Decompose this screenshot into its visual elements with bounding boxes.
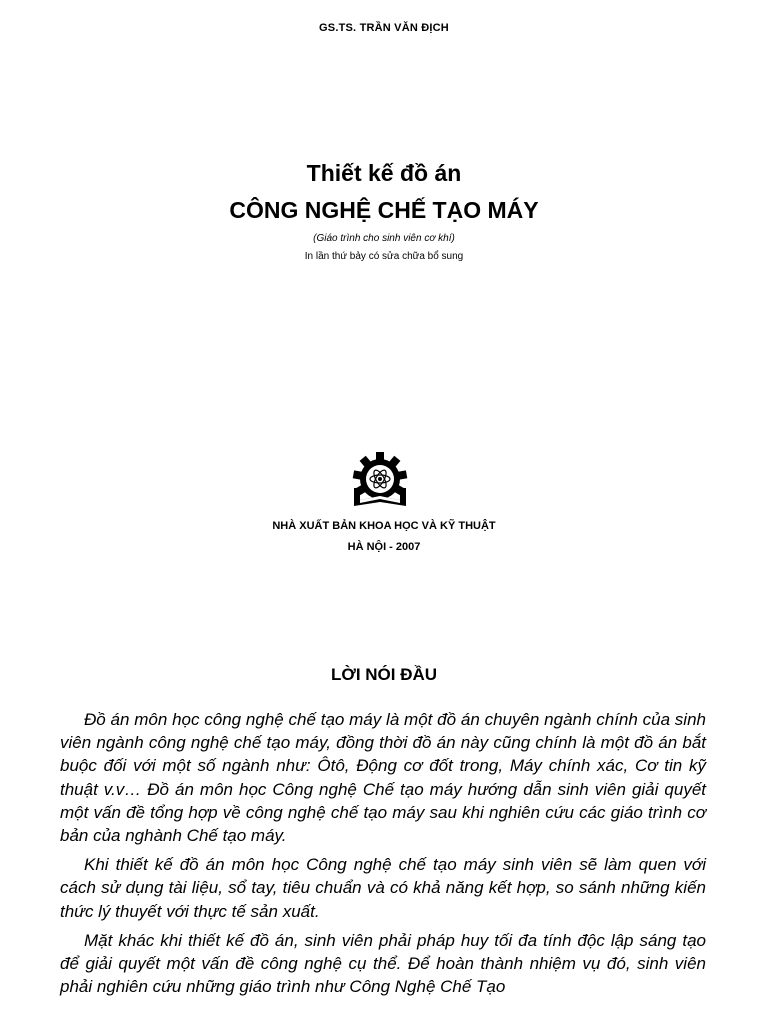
publisher-name: NHÀ XUẤT BẢN KHOA HỌC VÀ KỸ THUẬT [272,520,496,532]
publication-place-year: HÀ NỘI - 2007 [347,541,421,553]
preface-paragraph: Mặt khác khi thiết kế đồ án, sinh viên phải pháp huy tối đa tính độc lập sáng tạo để giải quyết một vấn đề công nghệ cụ thể. Để hoàn thành nhiệm vụ đó, sinh viên phải nghiên cứu những giáo trình như Công Nghệ Chế Tạo [60,930,706,997]
preface-body [60,708,706,1004]
preface-paragraph: Đồ án môn học công nghệ chế tạo máy là một đồ án chuyên ngành chính của sinh viên ngành công nghệ chế tạo máy, đồng thời đồ án này cũng chính là một đồ án bắt buộc đối với một số ngành như: Ôtô, Động cơ đốt trong, Máy chính xác, Cơ tin kỹ thuật v.v… Đồ án môn học Công nghệ Chế tạo máy hướng dẫn sinh viên giải quyết một vấn đề tổng hợp về công nghệ chế tạo máy sau khi nghiên cứu các giáo trình cơ bản của nghành Chế tạo máy. [60,710,706,846]
edition-note: In lần thứ bảy có sửa chữa bổ sung [304,251,464,262]
author-name: GS.TS. TRẦN VĂN ĐỊCH [319,22,449,34]
book-title-line-1: Thiết kế đồ án [306,160,462,186]
book-title-line-2: CÔNG NGHỆ CHẾ TẠO MÁY [229,197,539,223]
preface-heading: LỜI NÓI ĐẦU [330,665,438,684]
gear-atom-book-logo-icon [350,452,410,512]
preface-paragraph: Khi thiết kế đồ án môn học Công nghệ chế tạo máy sinh viên sẽ làm quen với cách sử dụng tài liệu, sổ tay, tiêu chuẩn và có khả năng kết hợp, so sánh những kiến thức lý thuyết với thực tế sản xuất. [60,855,706,921]
book-subtitle: (Giáo trình cho sinh viên cơ khí) [313,233,455,244]
